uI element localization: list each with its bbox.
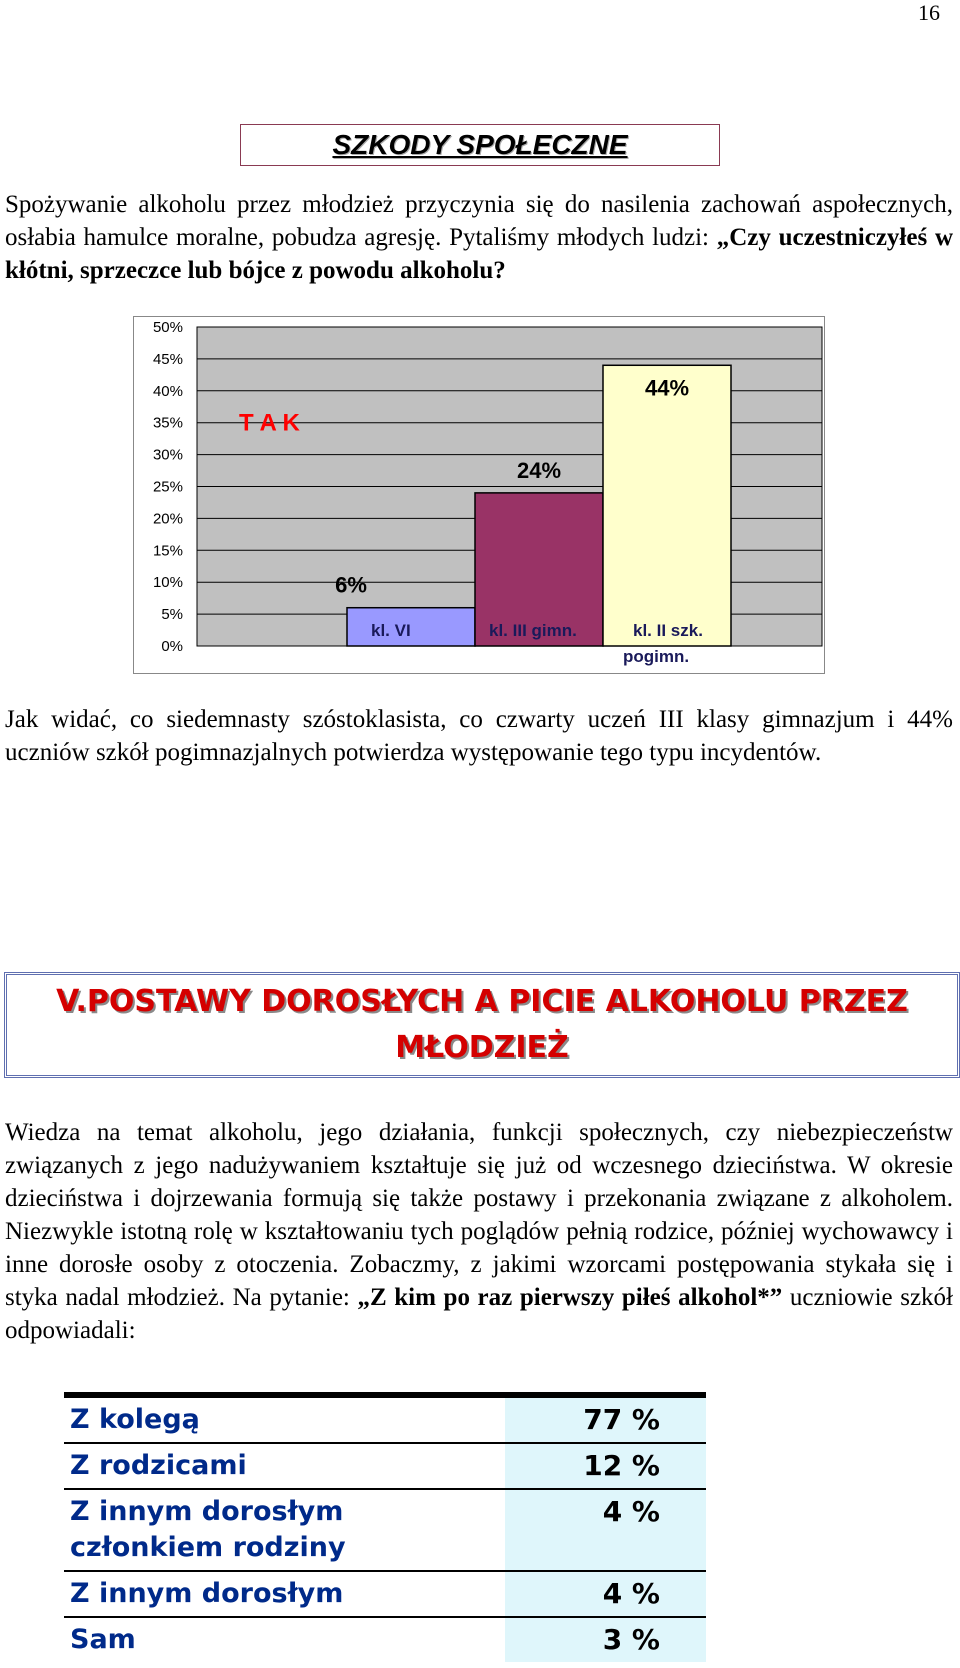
row-label: Z innym dorosłym członkiem rodziny xyxy=(64,1489,505,1571)
body-paragraph xyxy=(5,1116,953,1347)
y-tick-label: 25% xyxy=(152,478,183,496)
answers-table xyxy=(64,1392,706,1662)
category-label: kl. VI xyxy=(371,621,411,640)
row-label: Sam xyxy=(64,1617,505,1662)
category-label: kl. III gimn. xyxy=(489,621,577,640)
page-number: 16 xyxy=(918,0,940,25)
category-label: kl. II szk. pogimn. xyxy=(623,621,703,666)
y-tick-label: 5% xyxy=(161,606,183,624)
row-value: 3 % xyxy=(505,1617,706,1662)
row-value: 4 % xyxy=(505,1571,706,1617)
table-row xyxy=(64,1571,706,1617)
bar xyxy=(603,365,731,646)
body-text: Wiedza na temat alkoholu, jego działania, funkcji społecznych, czy niebezpieczeństw związanych z jego nadużywaniem kształtuje się już od wczesnego dzieciństwa. W okresie dzieciństwa i dojrzewania formują się także postawy i przekonania związane z alkoholem. Niezwykle istotną rolę w kształtowaniu tych poglądów pełnią rodzice, później wychowawcy i inne dorosłe osoby z otoczenia. Zobaczmy, z jakimi wzorcami postępowania stykała się i styka nadal młodzież. Na pytanie: xyxy=(5,1119,953,1311)
data-label: 6% xyxy=(335,572,367,598)
intro-paragraph xyxy=(5,188,953,287)
conclusion-paragraph: Jak widać, co siedemnasty szóstoklasista, co czwarty uczeń III klasy gimnazjum i 44% uczniów szkół pogimnazjalnych potwierdza występowanie tego typu incydentów. xyxy=(5,706,953,766)
body-after-question: uczniowie szkół odpowiadali: xyxy=(5,1284,954,1344)
bar-chart-svg xyxy=(134,317,824,673)
table-row xyxy=(64,1617,706,1662)
table-row xyxy=(64,1395,706,1443)
y-tick-label: 0% xyxy=(161,638,183,655)
data-label: 44% xyxy=(644,375,690,401)
y-tick-label: 50% xyxy=(152,319,183,336)
y-tick-label: 10% xyxy=(152,574,183,592)
intro-question: „Czy uczestniczyłeś w kłótni, sprzeczce lub bójce z powodu alkoholu? xyxy=(5,224,953,284)
row-value: 12 % xyxy=(505,1443,706,1489)
section-v-heading: V.POSTAWY DOROSŁYCH A PICIE ALKOHOLU PRZEZ MŁODZIEŻ xyxy=(56,984,908,1065)
bar-chart xyxy=(133,316,825,674)
y-tick-label: 40% xyxy=(152,382,183,400)
intro-text: Spożywanie alkoholu przez młodzież przyczynia się do nasilenia zachowań aspołecznych, osłabia hamulce moralne, pobudza agresję. Pytaliśmy młodych ludzi: xyxy=(5,191,953,251)
body-question: „Z kim po raz pierwszy piłeś alkohol*” xyxy=(357,1284,783,1311)
row-value: 4 % xyxy=(505,1489,706,1571)
row-label: Z rodzicami xyxy=(64,1443,505,1489)
bar xyxy=(347,608,475,646)
table-row xyxy=(64,1489,706,1571)
y-tick-label: 30% xyxy=(152,446,183,464)
section-title-box xyxy=(240,124,720,166)
row-value: 77 % xyxy=(505,1395,706,1443)
y-tick-label: 20% xyxy=(152,510,183,528)
y-tick-label: 15% xyxy=(152,542,183,560)
y-tick-label: 45% xyxy=(152,350,183,368)
row-label: Z kolegą xyxy=(64,1395,505,1443)
data-label: 24% xyxy=(516,457,562,483)
section-v-heading-box xyxy=(4,972,960,1078)
chart-annotation: T A K xyxy=(239,409,300,437)
y-tick-label: 35% xyxy=(152,414,183,432)
table-row xyxy=(64,1443,706,1489)
row-label: Z innym dorosłym xyxy=(64,1571,505,1617)
section-title: SZKODY SPOŁECZNE xyxy=(332,129,628,160)
